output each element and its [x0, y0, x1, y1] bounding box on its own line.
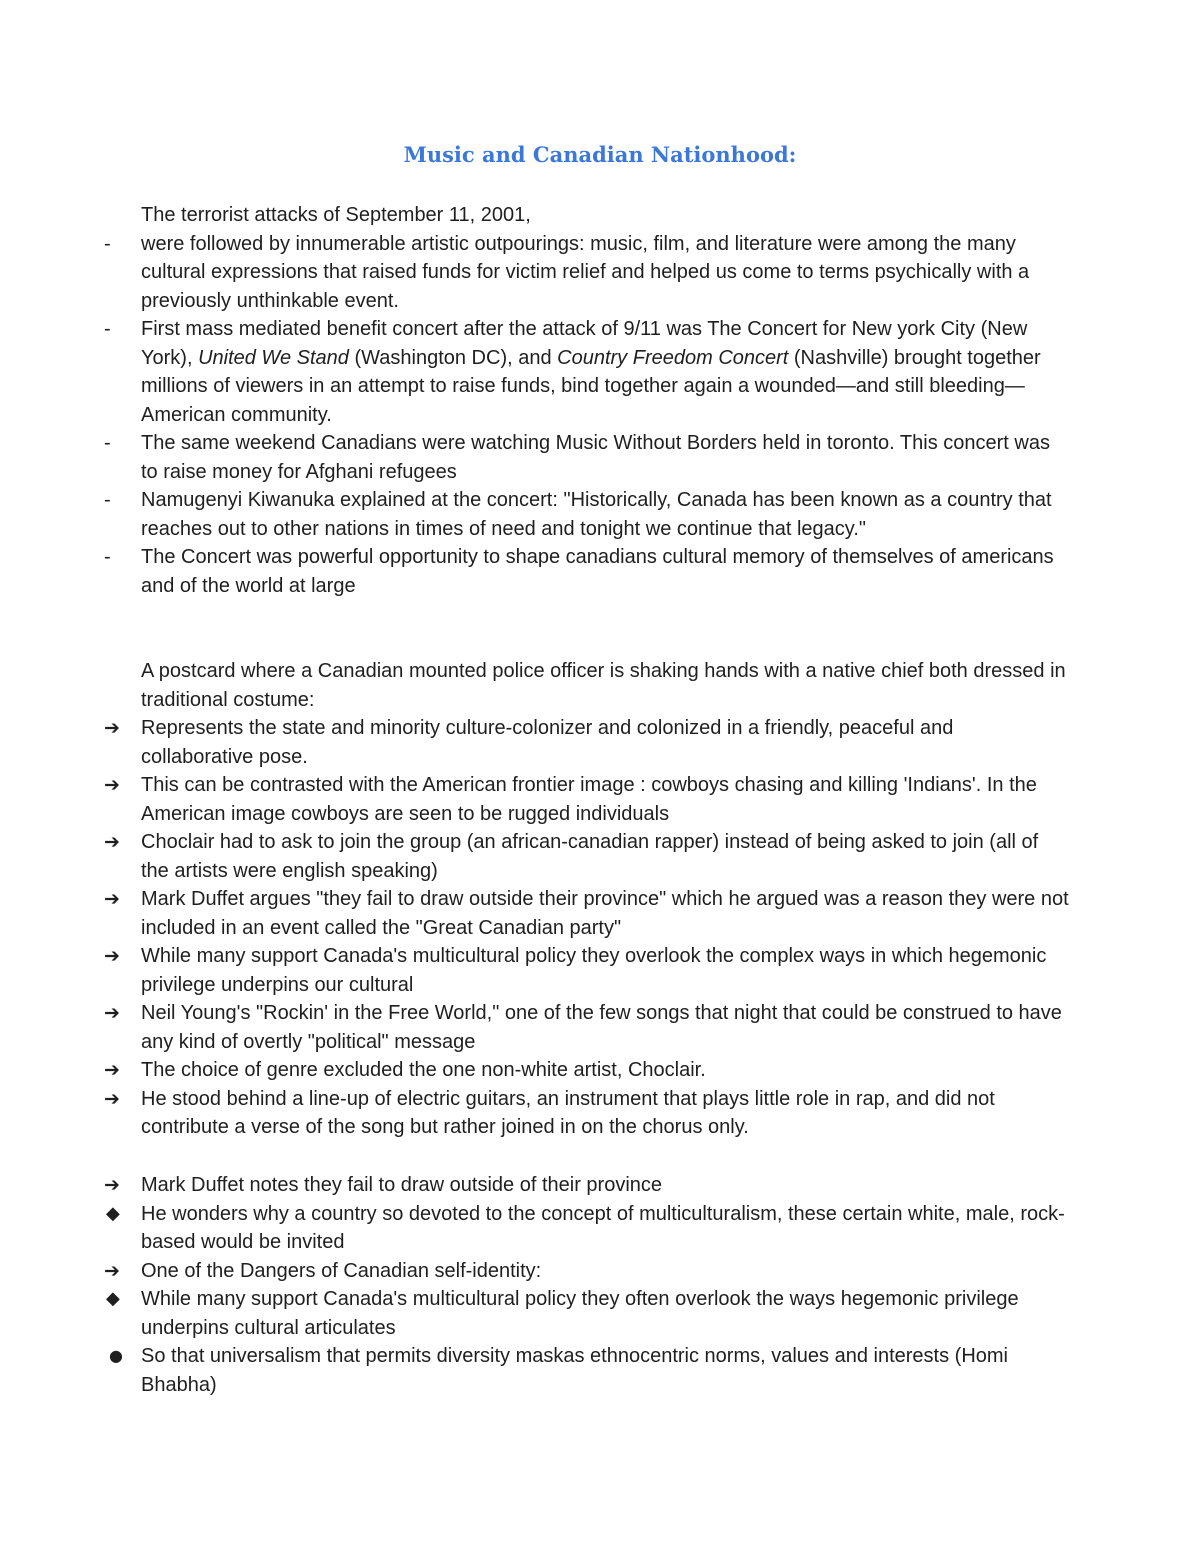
list-item	[106, 1200, 1071, 1257]
diamond-bullet-icon: ◆	[106, 1288, 120, 1309]
list-item-text: He wonders why a country so devoted to the concept of multiculturalism, these certain white, male, rock-based would be invited	[141, 1202, 1065, 1253]
list-item	[104, 315, 1071, 429]
list-item-text: The same weekend Canadians were watching Music Without Borders held in toronto. This concert was to raise money for Afghani refugees	[141, 432, 1050, 483]
arrow-bullet-icon: ➔	[104, 774, 120, 796]
list-item-text: This can be contrasted with the American frontier image : cowboys chasing and killing 'Indians'. In the American image cowboys are seen to be rugged individuals	[141, 774, 1037, 825]
text-run: (Washington DC), and	[348, 346, 558, 369]
list-item	[104, 999, 1071, 1056]
italic-title-united-we-stand: United We Stand	[198, 346, 349, 369]
section-september-11	[104, 201, 1071, 600]
section-duffet-notes	[104, 1171, 1071, 1399]
section-intro: The terrorist attacks of September 11, 2001,	[141, 204, 531, 226]
arrow-bullet-icon: ➔	[104, 888, 120, 910]
list-item-text: One of the Dangers of Canadian self-identity:	[141, 1259, 542, 1282]
diamond-list	[106, 1285, 1071, 1399]
arrow-bullet-icon: ➔	[104, 1087, 120, 1110]
arrow-bullet-icon: ➔	[104, 1259, 120, 1282]
list-item	[104, 771, 1071, 828]
italic-title-country-freedom-concert: Country Freedom Concert	[557, 346, 789, 369]
arrow-bullet-icon: ➔	[104, 1059, 120, 1081]
list-item	[104, 942, 1071, 999]
list-item	[104, 885, 1071, 942]
text-run: First mass mediated benefit concert after the attack of 9/11 was The Concert for New york City (New York),	[141, 318, 1028, 369]
list-item-text: Namugenyi Kiwanuka explained at the concert: "Historically, Canada has been known as a country that reaches out to other nations in times of need and tonight we continue that legacy."	[141, 489, 1052, 540]
list-item-text: Represents the state and minority culture-colonizer and colonized in a friendly, peaceful and collaborative pose.	[141, 717, 954, 768]
list-item	[104, 230, 1071, 316]
dot-list	[109, 1342, 1071, 1399]
dash-bullet-icon: -	[104, 546, 111, 568]
arrow-bullet-icon: ➔	[104, 717, 120, 739]
dash-bullet-icon: -	[104, 432, 111, 454]
text-run: (Nashville) brought together millions of viewers in an attempt to raise funds, bind together again a wounded—and still bleeding—American community.	[141, 346, 1041, 426]
arrow-bullet-icon: ➔	[104, 1174, 120, 1196]
arrow-bullet-icon: ➔	[104, 1002, 120, 1024]
diamond-bullet-icon: ◆	[106, 1202, 120, 1224]
arrow-bullet-icon: ➔	[104, 831, 120, 853]
list-item-text: While many support Canada's multicultural policy they overlook the complex ways in which hegemonic privilege underpins our cultural	[141, 945, 1047, 996]
list-item	[104, 1056, 1071, 1085]
list-item-text: were followed by innumerable artistic outpourings: music, film, and literature were among the many cultural expressions that raised funds for victim relief and helped us come to terms psychically with a previously unthinkable event.	[141, 232, 1030, 312]
list-item-text: Mark Duffet notes they fail to draw outside of their province	[141, 1174, 663, 1196]
list-item-text: So that universalism that permits diversity maskas ethnocentric norms, values and interests (Homi Bhabha)	[141, 1345, 1009, 1396]
dot-bullet-icon: ●	[109, 1346, 123, 1365]
dash-bullet-icon: -	[104, 489, 111, 511]
diamond-list	[106, 1200, 1071, 1257]
list-item	[104, 828, 1071, 885]
list-item	[104, 1171, 1071, 1257]
list-item-text: Choclair had to ask to join the group (an african-canadian rapper) instead of being asked to join (all of the artists were english speaking)	[141, 831, 1039, 882]
list-item-text: The choice of genre excluded the one non-white artist, Choclair.	[141, 1059, 706, 1081]
dash-bullet-icon: -	[104, 232, 111, 255]
list-item-text: The Concert was powerful opportunity to shape canadians cultural memory of themselves of americans and of the world at large	[141, 546, 1054, 597]
list-item-text: He stood behind a line-up of electric guitars, an instrument that plays little role in rap, and did not contribute a verse of the song but rather joined in on the chorus only.	[141, 1087, 995, 1138]
dash-bullet-icon: -	[104, 318, 111, 340]
list-item	[109, 1342, 1071, 1399]
list-item-text: While many support Canada's multicultural policy they often overlook the ways hegemonic privilege underpins cultural articulates	[141, 1288, 1019, 1339]
dash-list	[104, 230, 1071, 601]
list-item	[106, 1285, 1071, 1399]
list-item	[104, 429, 1071, 486]
list-item	[104, 1257, 1071, 1400]
list-item-text	[141, 315, 1071, 429]
arrow-bullet-icon: ➔	[104, 945, 120, 967]
section-postcard	[104, 657, 1071, 1142]
arrow-list	[104, 714, 1071, 1142]
document-title: Music and Canadian Nationhood:	[403, 142, 797, 167]
list-item	[104, 1085, 1071, 1142]
list-item	[104, 714, 1071, 771]
list-item	[104, 543, 1071, 600]
list-item-text: Neil Young's "Rockin' in the Free World," one of the few songs that night that could be construed to have any kind of overtly "political" message	[141, 1002, 1062, 1053]
list-item	[104, 486, 1071, 543]
arrow-list	[104, 1171, 1071, 1399]
section-intro: A postcard where a Canadian mounted police officer is shaking hands with a native chief both dressed in traditional costume:	[141, 660, 1066, 711]
list-item-text: Mark Duffet argues "they fail to draw outside their province" which he argued was a reason they were not included in an event called the "Great Canadian party"	[141, 888, 1069, 939]
